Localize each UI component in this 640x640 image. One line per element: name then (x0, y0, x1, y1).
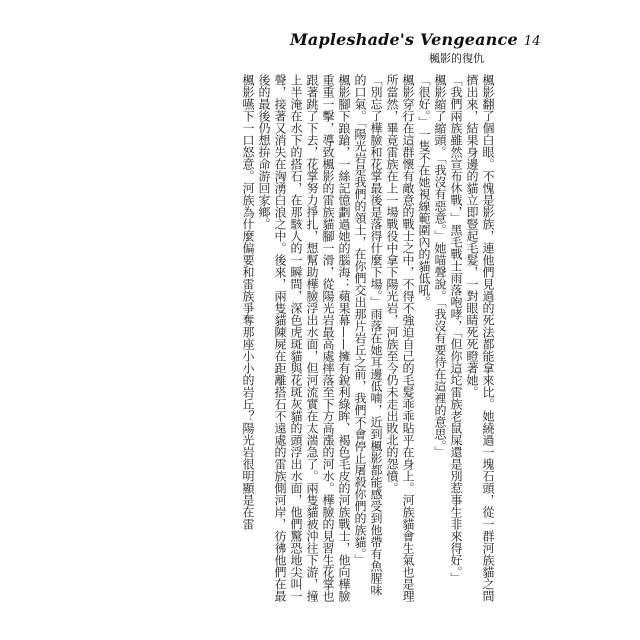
paragraph: 「別忘了樺臉和花掌最後是落得什麼下場。」雨落在她耳邊低喃，近到楓影都能感受到他帶有魚腥味的口氣。「陽光岩是我們的領土，在你們交出那片岩丘之前，我們不會停止屠殺你們的族貓。」 (353, 74, 383, 596)
paragraph: 楓影縮了縮頭。「我沒有惡意。」她喵聲說。「我沒有要待在這裡的意思。」 (433, 74, 447, 458)
chapter-subtitle: 楓影的復仇 (429, 52, 484, 65)
paragraph: 楓影翻了個白眼。不愧是影族，連他們見過的死法都能拿來比。她繞過一塊石頭，從一群河族貓之間擠出來，結果身邊的貓立即豎起毛髮，一對眼睛死死瞪著她。 (465, 74, 495, 602)
paragraph: 「我們兩族雖然宣布休戰，」黑毛戰士雨落咆哮，「但你這坨雷族老鼠屎還是別惹事生非來得好。」 (449, 74, 463, 584)
paragraph: 楓影嚥下一口怒意。河族為什麼偏要和雷族爭奪那座小小的岩丘？陽光岩很明顯是在雷 (241, 74, 255, 530)
body-text (142, 74, 496, 602)
paragraph: 楓影腳下踉蹌，一絲記憶劃過她的腦海：蘋果幕——擁有銳利綠眸、褐色毛皮的河族戰士，他向樺臉重重一擊，導致楓影的雷族貓腳一滑，從陽光岩最高處摔落至下方高漲的河水。樺臉的見習生花掌也跟著跳了下去，花掌努力掙扎，想幫助樺臉浮出水面，但河流實在太湍急了。兩隻貓被沖往下游，撞上半淹在水下的搭石，在那駭人的一瞬間，深色虎斑貓與花斑灰貓的頭浮出水面，他們驚恐地尖叫一聲，接著又消失在洶湧白浪之中。後來，兩隻貓陳屍在距離搭石不遠處的雷族側河岸，彷彿他們在最後的最後仍想拚命游回家鄉。 (257, 74, 351, 602)
running-header-title (290, 30, 541, 49)
page-number: 14 (523, 34, 541, 49)
paragraph: 「很好。」一隻不在她視線範圍內的貓低吼。 (417, 74, 431, 308)
book-title: Mapleshade's Vengeance (290, 30, 518, 49)
paragraph: 楓影穿行在這群懷有敵意的戰士之中，不得不強迫自己的毛髮乖乖貼平在身上。河族貓會生氣也是理所當然，畢竟雷族在上一場戰役中拿下陽光岩，河族至今仍未走出敗北的怨憤。 (385, 74, 415, 602)
